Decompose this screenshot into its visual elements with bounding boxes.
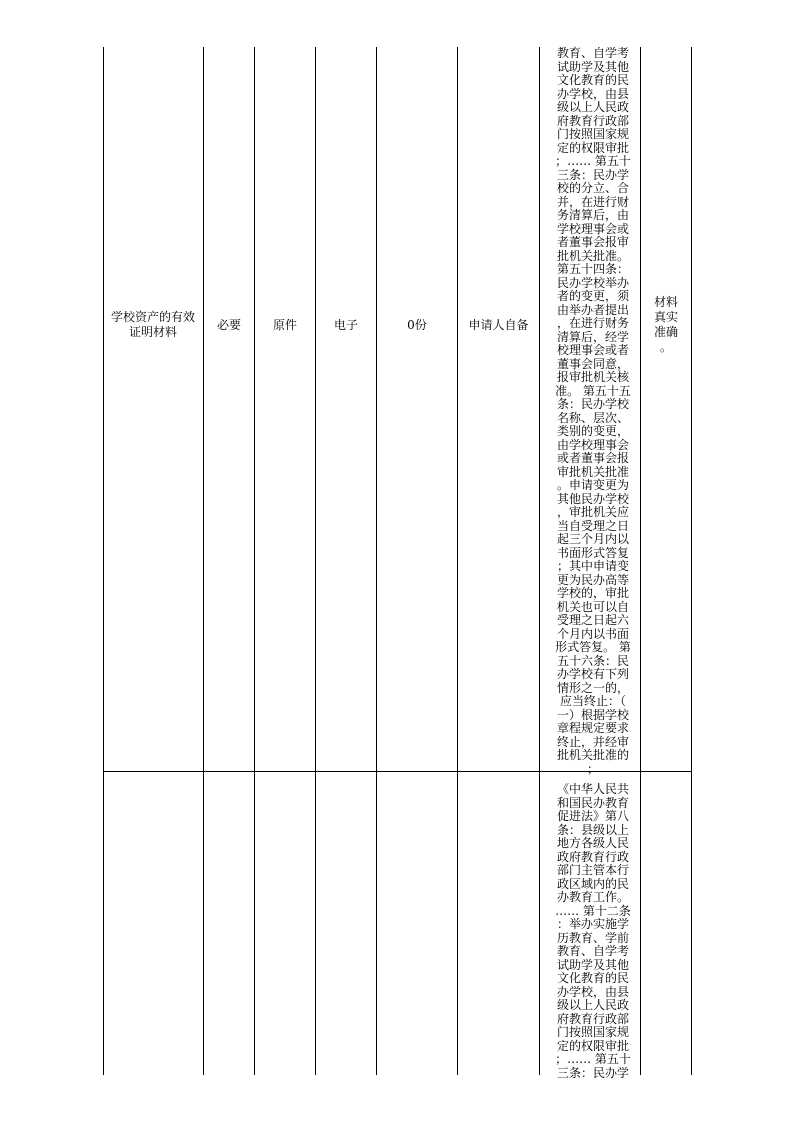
column-border [254, 47, 255, 1075]
required-cell: 必要 [216, 317, 241, 332]
column-border [457, 47, 458, 1075]
column-border [691, 47, 692, 1075]
column-border [315, 47, 316, 1075]
legal-basis-cell: 教育、自学考 试助学及其他 文化教育的民 办学校，由县 级以上人民政 府教育行政部 门按照国家规 定的权限审批 ；…… 第五十 三条：民办学 校的分立、合 并，在进行财 务清算后，由 学校理事会或 者董事会报审 批机关批准。 第五十四条： 民办学校举办 者的变更，须 由举办者提出 ，在进行财务 清算后，经学 校理事会或者 董事会同意， 报审批机关核 准。 第五十五 条：民办学校 名称、层次、 类别的变更， 由学校理事会 或者董事会报 审批机关批准 。申请变更为 其他民办学校 ，审批机关应 当自受理之日 起三个月内以 书面形式答复 ；其中申请变 更为民办高等 学校的，审批 机关也可以自 受理之日起六 个月内以书面 形式答复。 第 五十六条：民 办学校有下列 情形之一的， 应当终止：（ 一）根据学校 章程规定要求 终止，并经审 批机关批准的 ； [555, 46, 631, 776]
copies-cell: 0份 [407, 317, 427, 332]
material-name-cell: 学校资产的有效证明材料 [110, 310, 195, 339]
requirement-cell: 材料 真实 准确 。 [653, 295, 678, 354]
form-cell: 原件 [272, 317, 297, 332]
legal-basis-cell: 《中华人民共 和国民办教育 促进法》第八 条：县级以上 地方各级人民 政府教育行政 部门主管本行 政区域内的民 办教育工作。 …… 第十二条 ：举办实施学 历教育、学前 教育、自学考 试助学及其他 文化教育的民 办学校，由县 级以上人民政 府教育行政部 门按照国家规 定的权限审批 ；…… 第五十 三条：民办学 [555, 782, 631, 1080]
source-cell: 申请人自备 [468, 317, 529, 332]
column-border [539, 47, 540, 1075]
medium-cell: 电子 [333, 317, 358, 332]
column-border [640, 47, 641, 1075]
column-border [376, 47, 377, 1075]
column-border [103, 47, 104, 1075]
column-border [203, 47, 204, 1075]
